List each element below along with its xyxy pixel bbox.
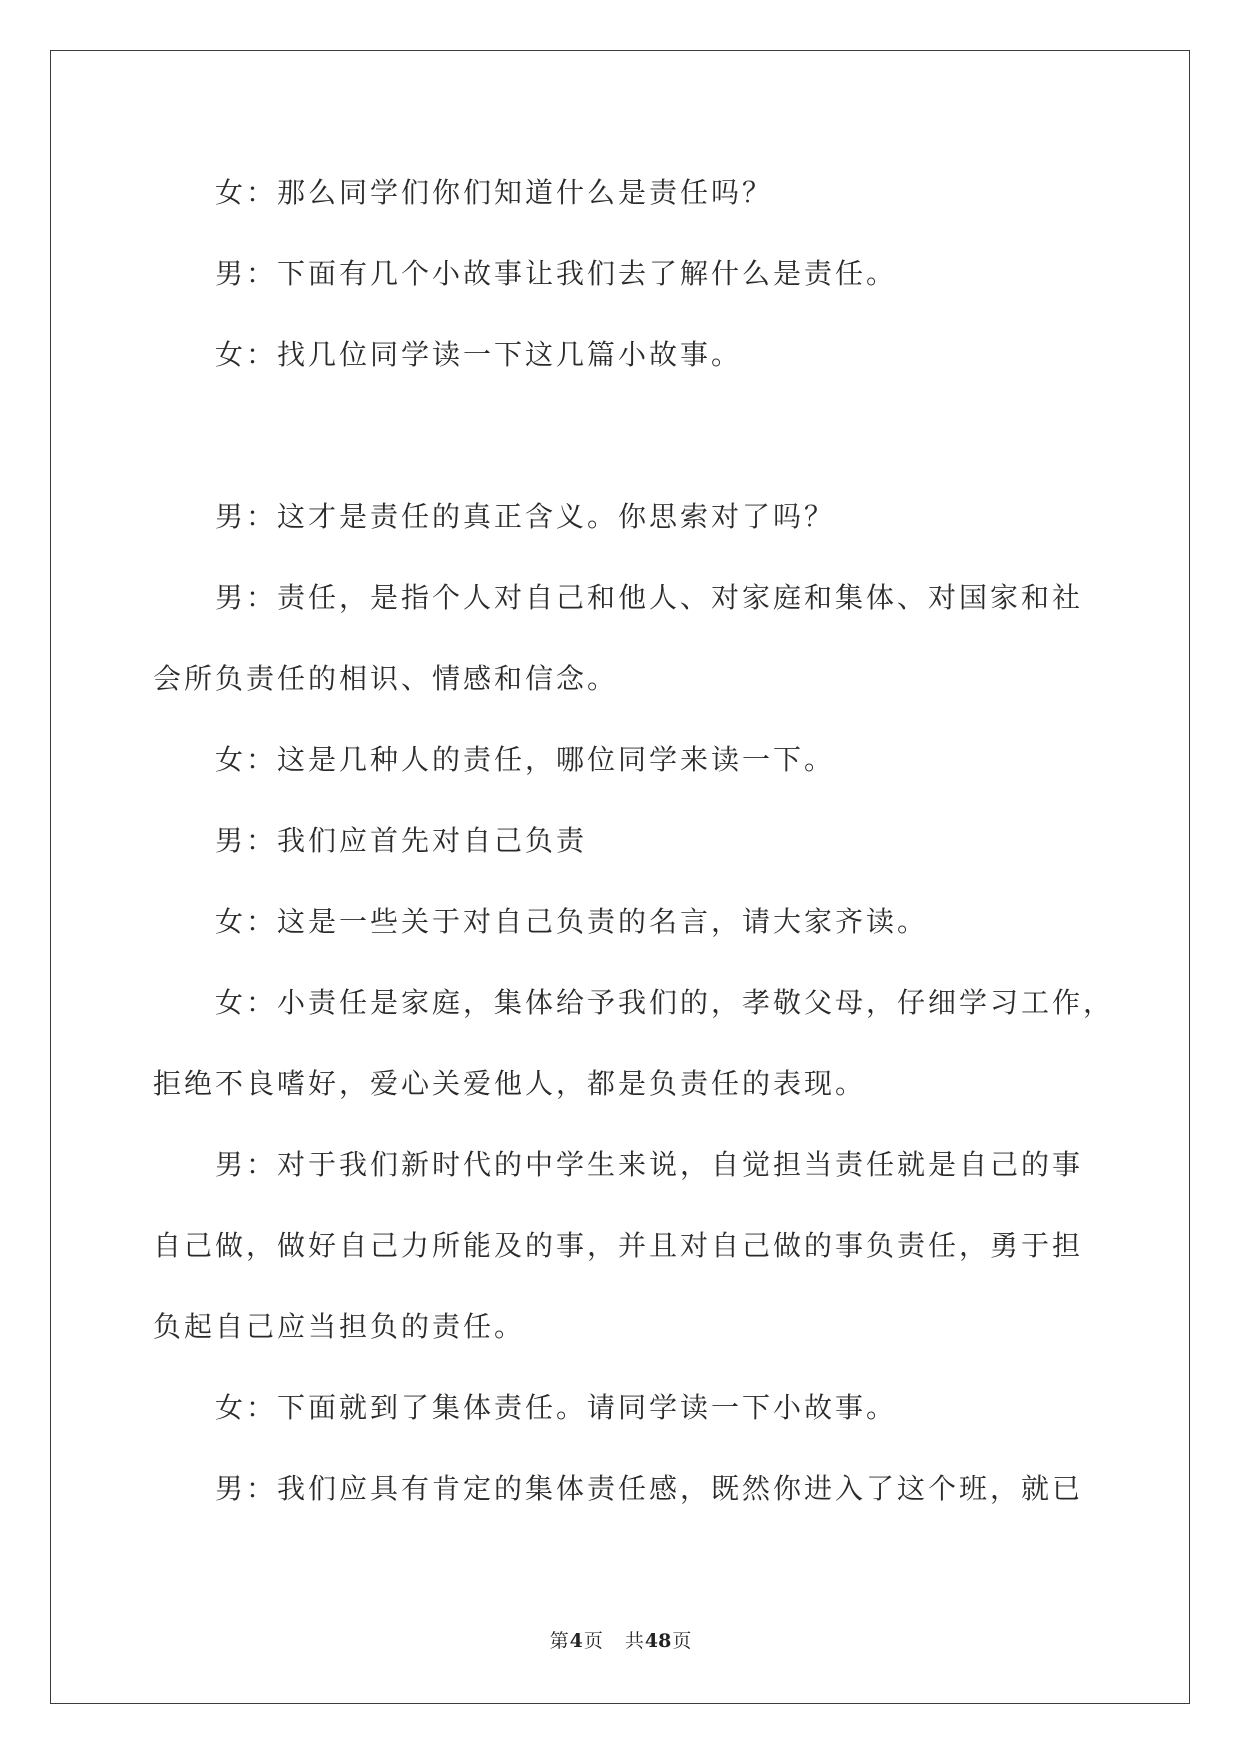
page-total-label bbox=[625, 1630, 691, 1652]
total-suffix: 页 bbox=[672, 1630, 692, 1652]
paragraph bbox=[153, 1367, 1153, 1448]
paragraph bbox=[153, 719, 1153, 800]
paragraph bbox=[153, 1124, 1153, 1367]
paragraph bbox=[153, 476, 1153, 557]
paragraph-line: 负起自己应当担负的责任。 bbox=[153, 1310, 526, 1343]
paragraph bbox=[153, 152, 1153, 233]
paragraph-line: 会所负责任的相识、情感和信念。 bbox=[153, 662, 619, 695]
page-footer bbox=[0, 1628, 1241, 1654]
paragraph-line: 男：下面有几个小故事让我们去了解什么是责任。 bbox=[215, 257, 898, 290]
current-page-number: 4 bbox=[569, 1630, 583, 1652]
page-prefix: 第 bbox=[549, 1630, 569, 1652]
paragraph bbox=[153, 557, 1153, 719]
paragraph-line: 自己做，做好自己力所能及的事，并且对自己做的事负责任，勇于担 bbox=[153, 1229, 1084, 1262]
paragraph bbox=[153, 881, 1153, 962]
paragraph-line: 男：这才是责任的真正含义。你思索对了吗？ bbox=[215, 500, 836, 533]
paragraph-line: 女：这是几种人的责任，哪位同学来读一下。 bbox=[215, 743, 836, 776]
paragraph-line: 男：责任，是指个人对自己和他人、对家庭和集体、对国家和社 bbox=[215, 581, 1084, 614]
paragraph-line: 女：找几位同学读一下这几篇小故事。 bbox=[215, 338, 743, 371]
page-number-label bbox=[550, 1630, 603, 1652]
paragraph-line: 拒绝不良嗜好，爱心关爱他人，都是负责任的表现。 bbox=[153, 1067, 867, 1100]
paragraph bbox=[153, 233, 1153, 314]
paragraph-line: 女：下面就到了集体责任。请同学读一下小故事。 bbox=[215, 1391, 898, 1424]
paragraph bbox=[153, 962, 1153, 1124]
blank-line bbox=[153, 395, 1153, 476]
document-body bbox=[153, 152, 1153, 1529]
paragraph-line: 女：那么同学们你们知道什么是责任吗？ bbox=[215, 176, 774, 209]
total-prefix: 共 bbox=[624, 1630, 644, 1652]
paragraph-line: 女：这是一些关于对自己负责的名言，请大家齐读。 bbox=[215, 905, 929, 938]
paragraph-line: 男：我们应首先对自己负责 bbox=[215, 824, 588, 857]
paragraph-line: 女：小责任是家庭，集体给予我们的，孝敬父母，仔细学习工作， bbox=[215, 986, 1115, 1019]
page-suffix: 页 bbox=[583, 1630, 603, 1652]
total-page-count: 48 bbox=[644, 1630, 672, 1652]
paragraph bbox=[153, 314, 1153, 395]
paragraph-line: 男：对于我们新时代的中学生来说，自觉担当责任就是自己的事 bbox=[215, 1148, 1084, 1181]
paragraph-line: 男：我们应具有肯定的集体责任感，既然你进入了这个班，就已 bbox=[215, 1472, 1084, 1505]
paragraph bbox=[153, 1448, 1153, 1529]
paragraph bbox=[153, 800, 1153, 881]
